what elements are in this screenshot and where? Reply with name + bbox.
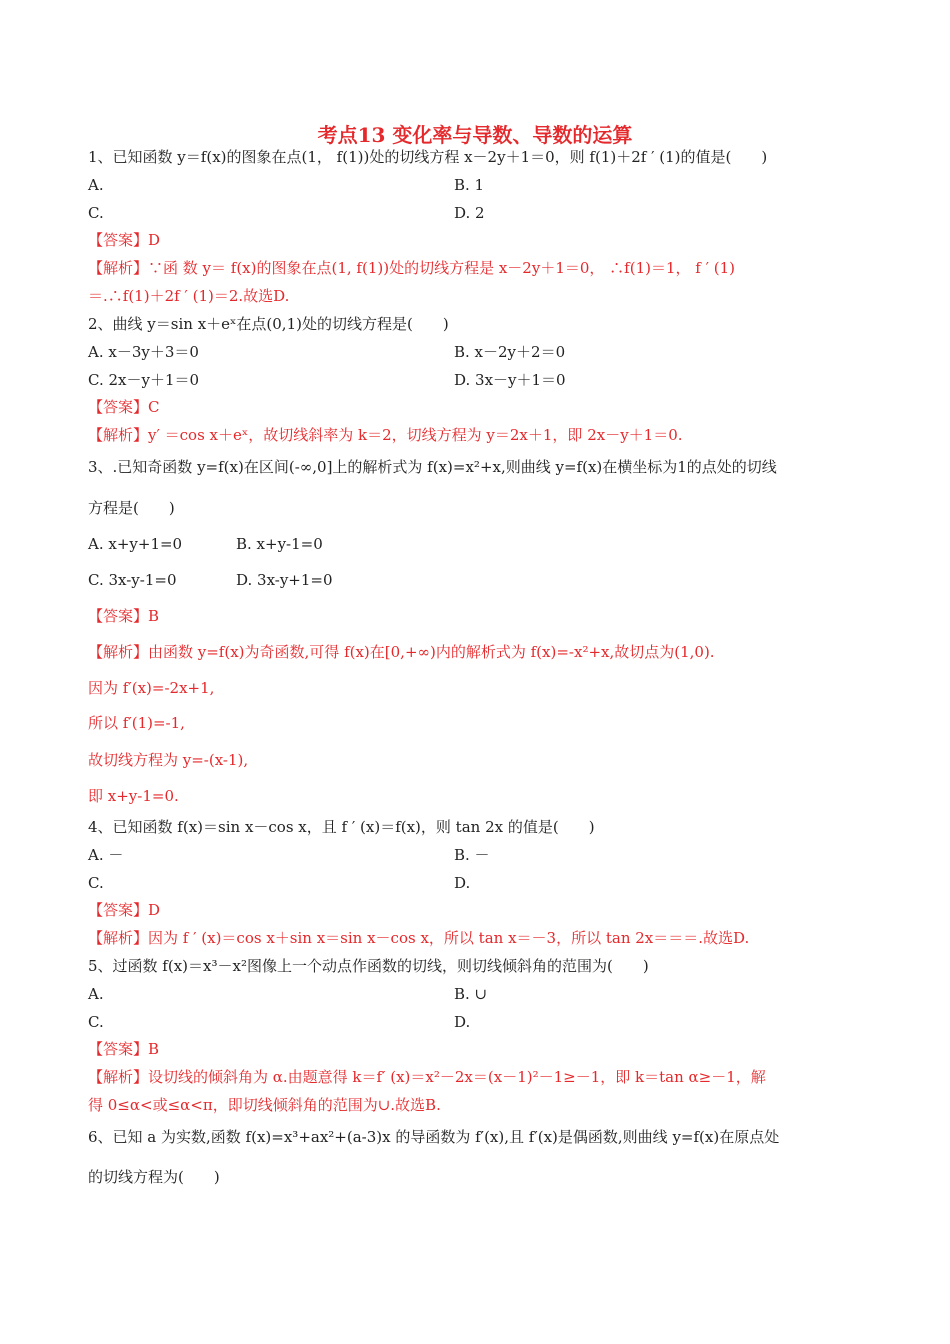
question-6-stem-line-2: 的切线方程为( ) bbox=[88, 1168, 220, 1186]
question-3-analysis-line-1: 【解析】由函数 y=f(x)为奇函数,可得 f(x)在[0,+∞)内的解析式为 f(x)=-x²+x,故切点为(1,0). bbox=[88, 643, 715, 661]
question-1-option-c: C. bbox=[88, 204, 104, 222]
question-3-analysis-line-4: 故切线方程为 y=-(x-1), bbox=[88, 751, 249, 769]
page-title: 考点13 变化率与导数、导数的运算 bbox=[317, 123, 633, 147]
question-3-answer: 【答案】B bbox=[88, 607, 160, 625]
question-3-stem-line-1: 3、.已知奇函数 y=f(x)在区间(-∞,0]上的解析式为 f(x)=x²+x,则曲线 y=f(x)在横坐标为1的点处的切线 bbox=[88, 458, 777, 476]
question-5-option-a: A. bbox=[88, 985, 104, 1003]
question-2-answer: 【答案】C bbox=[88, 398, 160, 416]
question-3-stem-line-2: 方程是( ) bbox=[88, 499, 175, 517]
question-4-option-d: D. bbox=[454, 874, 471, 892]
question-3-analysis-line-2: 因为 f′(x)=-2x+1, bbox=[88, 679, 215, 697]
question-3-option-b: B. x+y-1=0 bbox=[236, 535, 323, 553]
question-5-option-d: D. bbox=[454, 1013, 471, 1031]
question-4-stem: 4、已知函数 f(x)＝sin x－cos x，且 f ′ (x)＝f(x)，则 tan 2x 的值是( ) bbox=[88, 818, 595, 836]
question-1-option-d: D. 2 bbox=[454, 204, 485, 222]
question-5-analysis-line-1: 【解析】设切线的倾斜角为 α.由题意得 k＝f′ (x)＝x²－2x＝(x－1)²－1≥－1，即 k＝tan α≥－1，解 bbox=[88, 1068, 766, 1086]
question-3-analysis-line-3: 所以 f′(1)=-1, bbox=[88, 714, 185, 732]
question-1-option-b: B. 1 bbox=[454, 176, 485, 194]
question-2-option-c: C. 2x－y＋1＝0 bbox=[88, 371, 200, 389]
question-3-option-d: D. 3x-y+1=0 bbox=[236, 571, 333, 589]
question-5-option-c: C. bbox=[88, 1013, 104, 1031]
question-4-option-b: B. － bbox=[454, 846, 490, 864]
question-5-answer: 【答案】B bbox=[88, 1040, 160, 1058]
question-4-analysis-line-1: 【解析】因为 f ′ (x)＝cos x＋sin x＝sin x－cos x，所以 tan x＝－3，所以 tan 2x＝＝＝.故选D. bbox=[88, 929, 750, 947]
question-4-option-c: C. bbox=[88, 874, 104, 892]
question-2-stem: 2、曲线 y＝sin x＋eˣ在点(0,1)处的切线方程是( ) bbox=[88, 315, 449, 333]
question-4-option-a: A. － bbox=[88, 846, 124, 864]
question-1-answer: 【答案】D bbox=[88, 231, 161, 249]
question-1-option-a: A. bbox=[88, 176, 104, 194]
question-5-stem: 5、过函数 f(x)＝x³－x²图像上一个动点作函数的切线，则切线倾斜角的范围为( ) bbox=[88, 957, 649, 975]
question-5-analysis-line-2: 得 0≤α<或≤α<π，即切线倾斜角的范围为∪.故选B. bbox=[88, 1096, 441, 1114]
question-2-analysis-line-1: 【解析】y′ ＝cos x＋eˣ，故切线斜率为 k＝2，切线方程为 y＝2x＋1，即 2x－y＋1＝0. bbox=[88, 426, 683, 444]
question-5-option-b: B. ∪ bbox=[454, 985, 488, 1003]
question-1-analysis-line-2: ＝.∴f(1)＋2f ′ (1)＝2.故选D. bbox=[88, 287, 290, 305]
question-1-stem: 1、已知函数 y＝f(x)的图象在点(1， f(1))处的切线方程 x－2y＋1＝0，则 f(1)＋2f ′ (1)的值是( ) bbox=[88, 148, 768, 166]
question-3-option-c: C. 3x-y-1=0 bbox=[88, 571, 177, 589]
question-3-analysis-line-5: 即 x+y-1=0. bbox=[88, 787, 179, 805]
question-2-option-b: B. x－2y＋2＝0 bbox=[454, 343, 566, 361]
question-4-answer: 【答案】D bbox=[88, 901, 161, 919]
question-2-option-a: A. x－3y＋3＝0 bbox=[88, 343, 199, 361]
question-3-option-a: A. x+y+1=0 bbox=[88, 535, 183, 553]
question-6-stem-line-1: 6、已知 a 为实数,函数 f(x)=x³+ax²+(a-3)x 的导函数为 f′(x),且 f′(x)是偶函数,则曲线 y=f(x)在原点处 bbox=[88, 1128, 780, 1146]
question-1-analysis-line-1: 【解析】∵函 数 y＝ f(x)的图象在点(1, f(1))处的切线方程是 x－2y＋1＝0， ∴f(1)＝1， f ′ (1) bbox=[88, 259, 736, 277]
question-2-option-d: D. 3x－y＋1＝0 bbox=[454, 371, 566, 389]
